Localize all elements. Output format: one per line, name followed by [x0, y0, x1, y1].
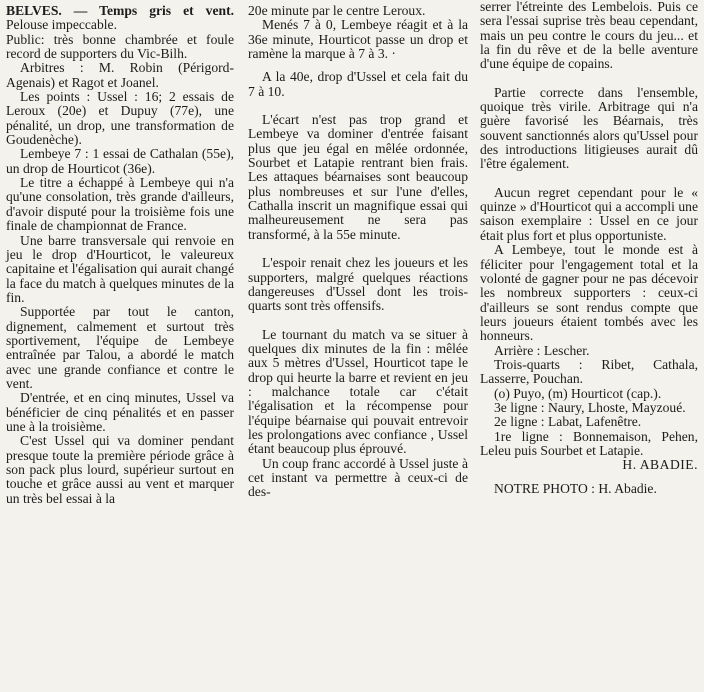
article-column-1	[6, 4, 234, 506]
lineup-halves: (o) Puyo, (m) Hourticot (cap.).	[494, 385, 662, 401]
author-signature: H. ABADIE.	[622, 457, 698, 473]
lineup-third-row: 3e ligne : Naury, Lhoste, Mayzoué.	[494, 399, 686, 415]
paragraph-no-regret: Aucun regret cependant pour le « quinze » d'Hourticot qui a accompli une saison exemplaire : Ussel en ce jour était plus fort et plus opportuniste.	[480, 184, 698, 243]
paragraph-continuation: 20e minute par le centre Leroux.	[248, 3, 426, 18]
lineup-first-row: 1re ligne : Bonnemaison, Pehen, Leleu puis Sourbet et Latapie.	[480, 428, 698, 458]
paragraph-hope: L'espoir renait chez les joueurs et les supporters, malgré quelques réactions dangereuses d'Ussel dont les trois-quarts sont très offensifs.	[248, 255, 468, 314]
lineup-second-row: 2e ligne : Labat, Lafenêtre.	[494, 414, 642, 430]
paragraph-turning-point: Le tournant du match va se situer à quelques dix minutes de la fin : mêlée aux 5 mètres d'Ussel, Hourticot tape le drop qui heurte la barre et revient en jeu : malchance totale car c'était l'égalisation et la récompense pour l'équipe béarnaise qui pouvait entrevoir les prolongations avec confiance , Ussel étant beaucoup plus éprouvé.	[248, 326, 468, 457]
paragraph-public: Public: très bonne chambrée et foule record de supporters du Vic-Bilh.	[6, 31, 234, 62]
paragraph-points-lembeye: Lembeye 7 : 1 essai de Cathalan (55e), un drop de Hourticot (36e).	[6, 146, 234, 176]
paragraph-halftime: A la 40e, drop d'Ussel et cela fait du 7 à 10.	[248, 69, 468, 99]
paragraph-second-half: L'écart n'est pas trop grand et Lembeye va dominer d'entrée faisant plus que jeu égal en mêlée ordonnée, Sourbet et Latapie rentrant bien frais. Les attaques béarnaises sont beaucoup plus nombreuses et sur l'une d'elles, Cathalla inscrit un magnifique essai qui malheureusement ne sera pas transformé, à la 55e minute.	[248, 112, 468, 242]
dateline: BELVES. — Temps gris et vent.	[6, 3, 234, 18]
paragraph-reaction: Menés 7 à 0, Lembeye réagit et à la 36e minute, Hourticot passe un drop et ramène la marque à 7 à 3. ·	[248, 17, 468, 62]
photo-credit: NOTRE PHOTO : H. Abadie.	[494, 480, 657, 496]
paragraph-assessment: Partie correcte dans l'ensemble, quoique très virile. Arbitrage qui n'a guère favorisé les Béarnais, très souvent sanctionnés alors qu'Ussel pour des introductions litigieuses aurait dû l'être également.	[480, 84, 698, 172]
paragraph-crossbar: Une barre transversale qui renvoie en jeu le drop d'Hourticot, le valeureux capitaine et l'égalisation qui aurait changé la face du match à quelques minutes de la fin.	[6, 232, 234, 305]
paragraph-end-of-dream: serrer l'étreinte des Lembelois. Puis ce sera l'essai suprise très beau cependant, mais un peu contre le cours du jeu... et la fin du rêve et de la belle aventure d'une équipe de copains.	[480, 0, 698, 72]
paragraph-points-ussel: Les points : Ussel : 16; 2 essais de Leroux (20e) et Dupuy (77e), une pénalité, un drop, une transformation de Goudenèche).	[6, 89, 234, 148]
paragraph-domination: C'est Ussel qui va dominer pendant presque toute la première période grâce à son pack plus lourd, supérieur surtout en touche et grâce aussi au vent et marquer un très bel essai à la	[6, 433, 234, 506]
paragraph-start: D'entrée, et en cinq minutes, Ussel va bénéficier de cinq pénalités et en passer une à la troisième.	[6, 390, 234, 434]
paragraph-text: Pelouse impeccable.	[6, 17, 117, 33]
lineup-fullback: Arrière : Lescher.	[494, 342, 590, 358]
paragraph-title: Le titre a échappé à Lembeye qui n'a qu'une consolation, très grande d'ailleurs, d'avoir disputé pour la troisième fois une finale de championnat de France.	[6, 175, 234, 234]
paragraph-referees: Arbitres : M. Robin (Périgord-Agenais) et Ragot et Joanel.	[6, 60, 234, 90]
paragraph-1	[6, 4, 234, 33]
paragraph-congratulations: A Lembeye, tout le monde est à féliciter pour l'engagement total et la volonté de gagner pour ne pas décevoir les nombreux supporters : ceux-ci d'ailleurs se sont rendus compte que leurs joueurs étaient tombés avec les honneurs.	[480, 242, 698, 344]
lineup-three-quarters: Trois-quarts : Ribet, Cathala, Lasserre, Pouchan.	[480, 356, 698, 387]
article-column-2	[248, 4, 468, 500]
article-column-3	[480, 0, 698, 496]
paragraph-free-kick: Un coup franc accordé à Ussel juste à cet instant va permettre à ceux-ci de des-	[248, 455, 468, 500]
paragraph-support: Supportée par tout le canton, dignement, calmement et surtout très sportivement, l'équipe de Lembeye entraînée par Talou, a abordé le match avec une grande confiance et contre le vent.	[6, 304, 234, 391]
